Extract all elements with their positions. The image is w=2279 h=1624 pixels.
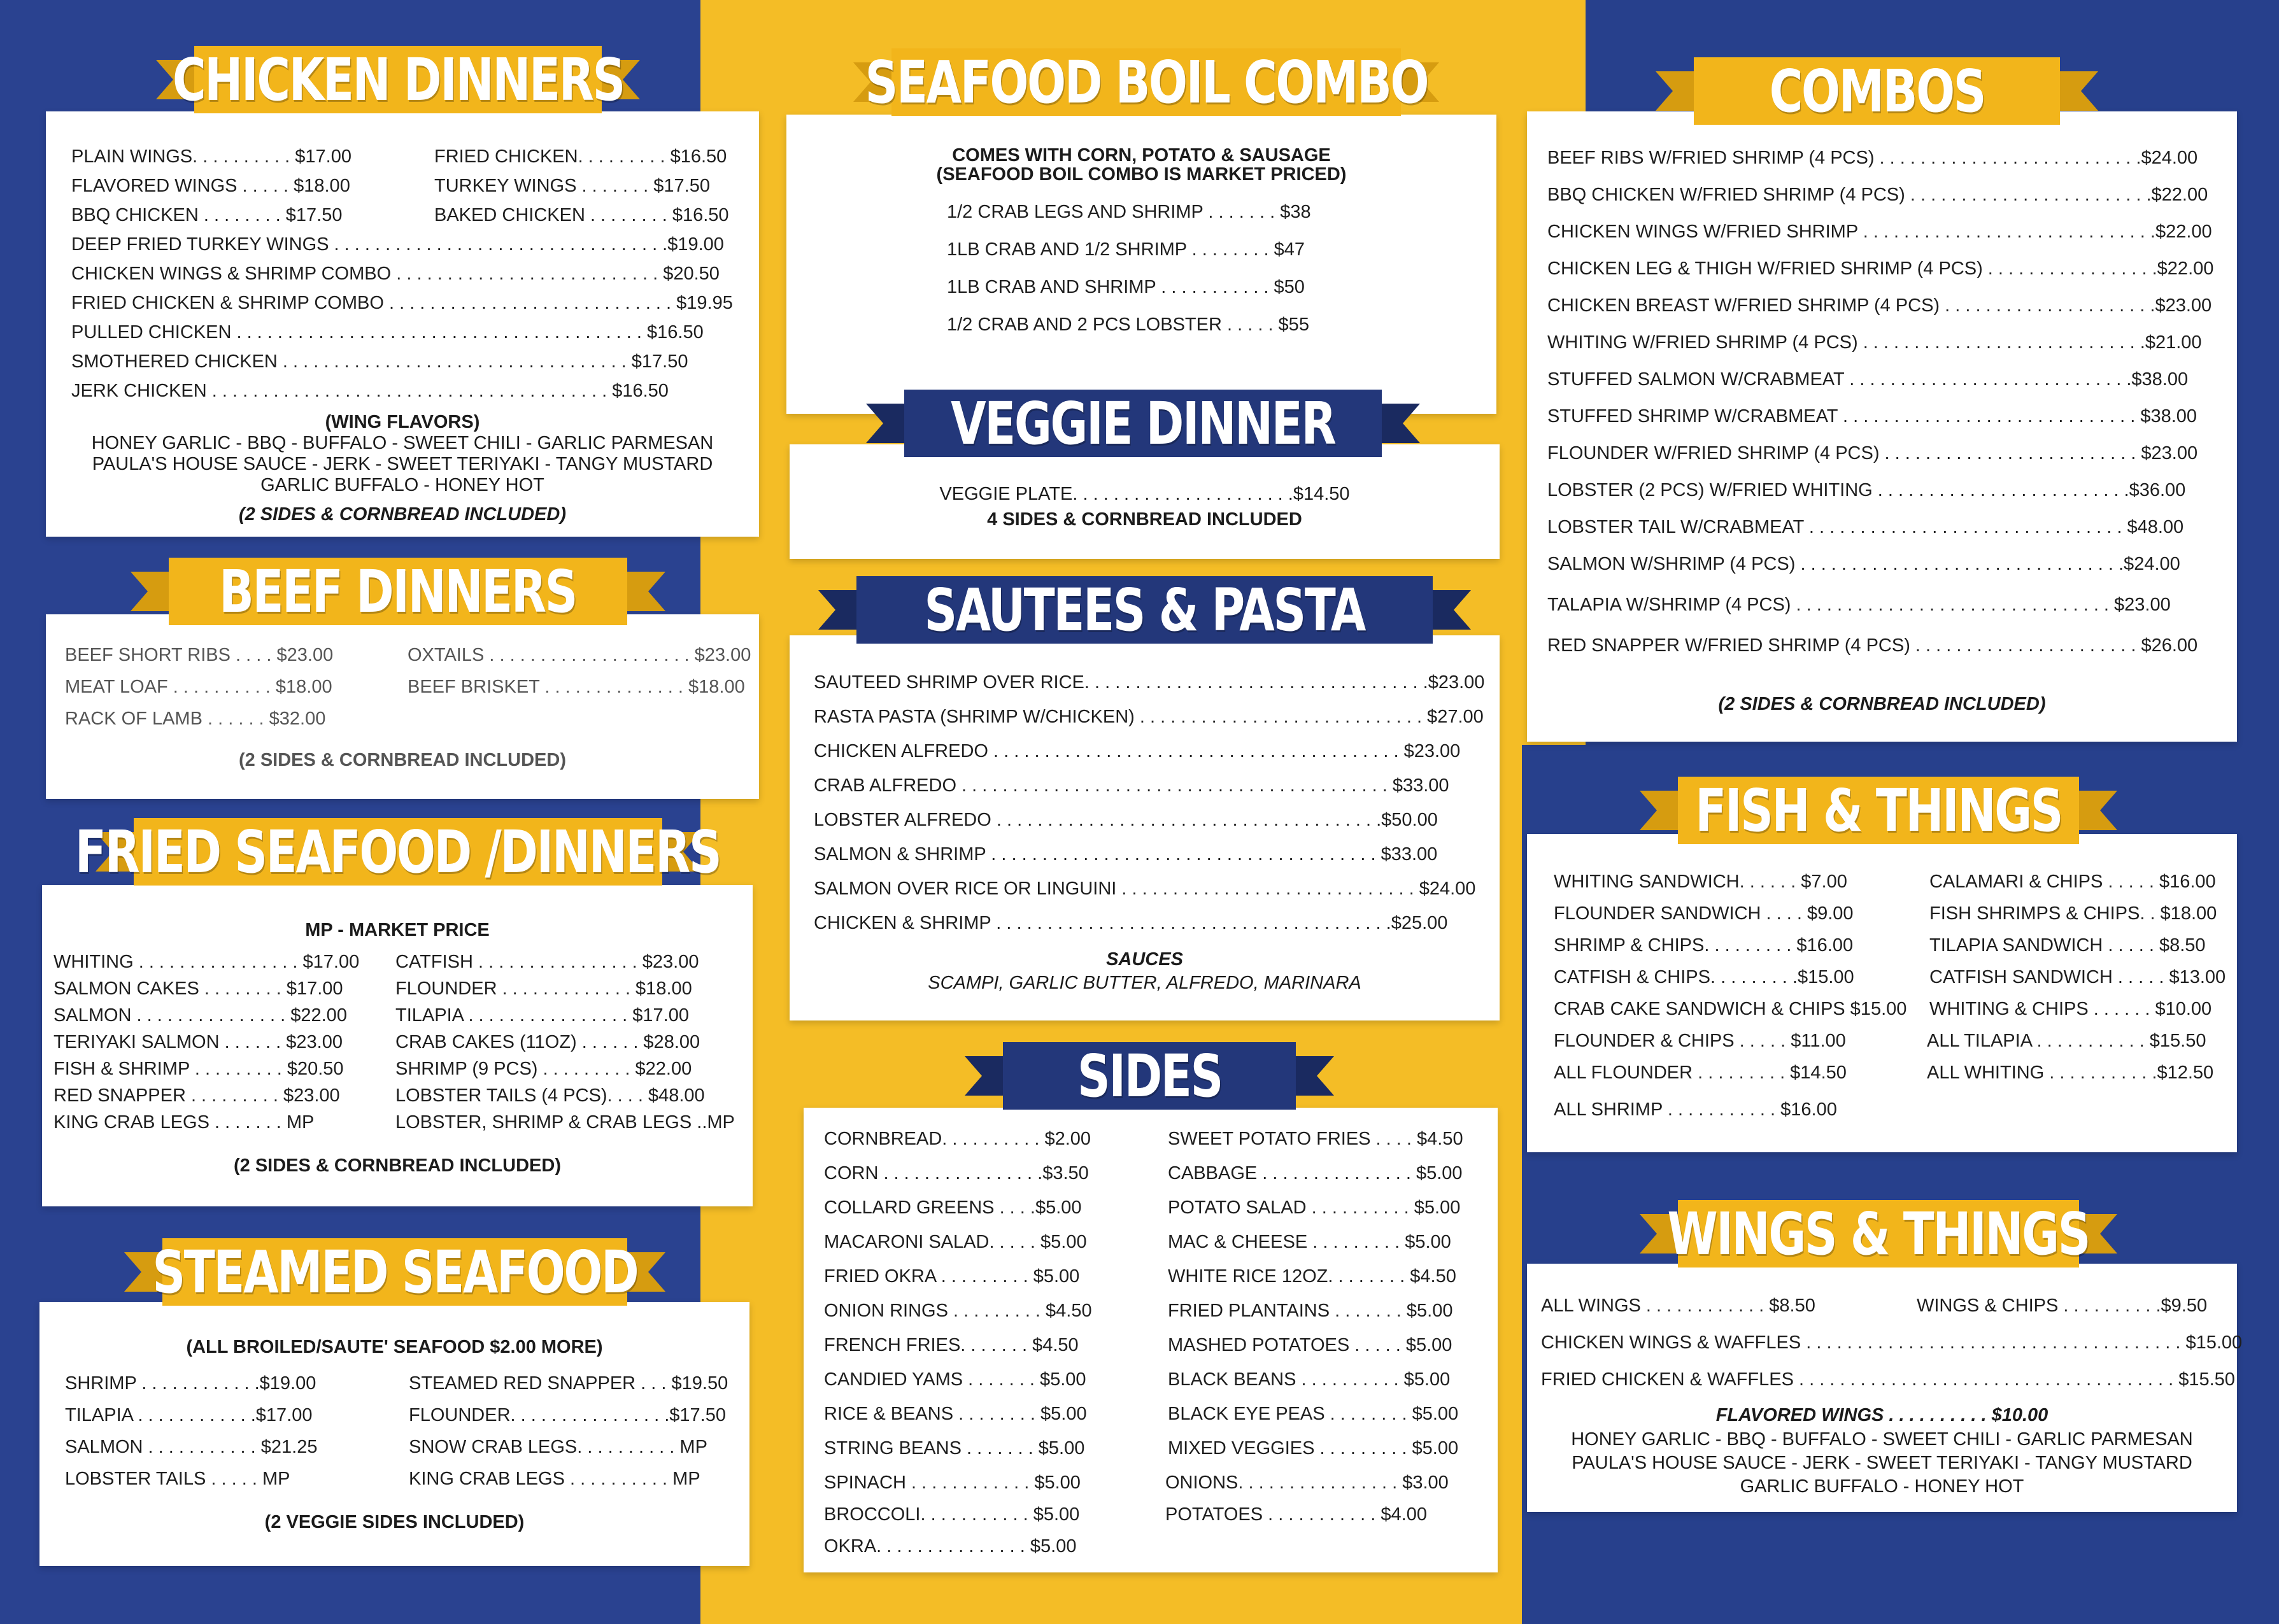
menu-item: BAKED CHICKEN . . . . . . . . $16.50	[434, 205, 729, 225]
menu-item: VEGGIE PLATE. . . . . . . . . . . . . . . . . . . . . .$14.50	[939, 484, 1350, 504]
menu-item: CHICKEN ALFREDO . . . . . . . . . . . . . . . . . . . . . . . . . . . . . . . . . . . . . . . . $23.00	[814, 741, 1461, 761]
menu-item: SALMON W/SHRIMP (4 PCS) . . . . . . . . . . . . . . . . . . . . . . . . . . . . . . . .$24.00	[1547, 554, 2180, 574]
menu-item: BEEF SHORT RIBS . . . . $23.00	[65, 645, 334, 665]
wing-flavors-heading: (WING FLAVORS)	[325, 412, 480, 432]
menu-item: MEAT LOAF . . . . . . . . . . $18.00	[65, 677, 332, 697]
menu-item: 1LB CRAB AND 1/2 SHRIMP . . . . . . . . $47	[947, 239, 1305, 260]
section-title: FRIED SEAFOOD /DINNERS	[75, 817, 721, 886]
wing-flavors-line: HONEY GARLIC - BBQ - BUFFALO - SWEET CHILI - GARLIC PARMESAN	[91, 433, 714, 453]
wings-things-banner	[1640, 1200, 2117, 1267]
menu-item: PLAIN WINGS. . . . . . . . . . $17.00	[71, 146, 351, 167]
menu-item: FLOUNDER W/FRIED SHRIMP (4 PCS) . . . . . . . . . . . . . . . . . . . . . . . . . $23.00	[1547, 443, 2198, 463]
included-note: (2 SIDES & CORNBREAD INCLUDED)	[239, 750, 566, 770]
menu-item: SNOW CRAB LEGS. . . . . . . . . . MP	[409, 1437, 707, 1457]
menu-item: FLOUNDER SANDWICH . . . . $9.00	[1554, 903, 1854, 924]
menu-item: SPINACH . . . . . . . . . . . . $5.00	[824, 1472, 1081, 1493]
menu-item: LOBSTER TAILS . . . . . MP	[65, 1469, 290, 1489]
menu-item: CHICKEN WINGS & WAFFLES . . . . . . . . . . . . . . . . . . . . . . . . . . . . . . . . . . . . . $15.00	[1541, 1332, 2243, 1353]
menu-item: CRAB CAKE SANDWICH & CHIPS $15.00	[1554, 999, 1907, 1019]
menu-item: STRING BEANS . . . . . . . $5.00	[824, 1438, 1085, 1458]
sautees-pasta-banner	[818, 576, 1471, 644]
seafood-boil-card	[786, 115, 1496, 414]
menu-item: RACK OF LAMB . . . . . . $32.00	[65, 709, 326, 729]
menu-item: BLACK EYE PEAS . . . . . . . . $5.00	[1168, 1404, 1459, 1424]
menu-item: CATFISH . . . . . . . . . . . . . . . . $23.00	[395, 952, 699, 972]
menu-item: FRENCH FRIES. . . . . . . $4.50	[824, 1335, 1079, 1355]
menu-item: STUFFED SHRIMP W/CRABMEAT . . . . . . . . . . . . . . . . . . . . . . . . . . . . . $38.00	[1547, 406, 2197, 427]
wing-flavors-line: HONEY GARLIC - BBQ - BUFFALO - SWEET CHILI - GARLIC PARMESAN	[1571, 1429, 2193, 1450]
menu-item: WHITING W/FRIED SHRIMP (4 PCS) . . . . . . . . . . . . . . . . . . . . . . . . . . . .$21.00	[1547, 332, 2202, 353]
menu-item: FLOUNDER . . . . . . . . . . . . . $18.00	[395, 978, 692, 999]
menu-item: 1/2 CRAB LEGS AND SHRIMP . . . . . . . $38	[947, 202, 1311, 222]
section-title: WINGS & THINGS	[1667, 1199, 2090, 1268]
menu-item: FRIED OKRA . . . . . . . . . $5.00	[824, 1266, 1080, 1287]
menu-item: LOBSTER TAIL W/CRABMEAT . . . . . . . . . . . . . . . . . . . . . . . . . . . . . . . $48.00	[1547, 517, 2184, 537]
chicken-dinners-card	[46, 111, 759, 537]
included-note: (2 SIDES & CORNBREAD INCLUDED)	[239, 504, 566, 525]
menu-item: CHICKEN BREAST W/FRIED SHRIMP (4 PCS) . . . . . . . . . . . . . . . . . . . . .$23.00	[1547, 295, 2212, 316]
section-title: VEGGIE DINNER	[951, 389, 1335, 458]
seafood-boil-banner	[853, 48, 1439, 116]
menu-item: SALMON . . . . . . . . . . . $21.25	[65, 1437, 318, 1457]
menu-item: LOBSTER (2 PCS) W/FRIED WHITING . . . . . . . . . . . . . . . . . . . . . . . . .$36.00	[1547, 480, 2186, 500]
menu-item: BEEF RIBS W/FRIED SHRIMP (4 PCS) . . . . . . . . . . . . . . . . . . . . . . . . . .$24.00	[1547, 148, 2198, 168]
included-note: (2 VEGGIE SIDES INCLUDED)	[264, 1512, 525, 1532]
menu-item: FRIED CHICKEN. . . . . . . . . $16.50	[434, 146, 727, 167]
menu-item: TILAPIA SANDWICH . . . . . $8.50	[1929, 935, 2206, 956]
section-title: COMBOS	[1769, 57, 1985, 125]
menu-item: JERK CHICKEN . . . . . . . . . . . . . . . . . . . . . . . . . . . . . . . . . . . . . . . $16.50	[71, 381, 669, 401]
veggie-dinner-card	[790, 444, 1500, 559]
menu-item: ALL FLOUNDER . . . . . . . . . $14.50	[1554, 1063, 1847, 1083]
menu-item: ALL WHITING . . . . . . . . . . .$12.50	[1927, 1063, 2214, 1083]
menu-item: OXTAILS . . . . . . . . . . . . . . . . . . . . $23.00	[408, 645, 751, 665]
menu-item: SWEET POTATO FRIES . . . . $4.50	[1168, 1129, 1463, 1149]
flavored-wings-price: FLAVORED WINGS . . . . . . . . . . $10.00	[1715, 1405, 2048, 1425]
fish-things-card	[1527, 834, 2237, 1152]
menu-item: KING CRAB LEGS . . . . . . . . . . MP	[409, 1469, 700, 1489]
menu-item: CORN . . . . . . . . . . . . . . . .$3.50	[824, 1163, 1089, 1183]
menu-item: SALMON CAKES . . . . . . . . $17.00	[53, 978, 343, 999]
steamed-seafood-banner	[124, 1238, 665, 1306]
menu-item: POTATO SALAD . . . . . . . . . . $5.00	[1168, 1197, 1461, 1218]
menu-item: FLAVORED WINGS . . . . . $18.00	[71, 176, 350, 196]
menu-item: ONIONS. . . . . . . . . . . . . . . . $3.00	[1165, 1472, 1449, 1493]
menu-item: CHICKEN WINGS & SHRIMP COMBO . . . . . . . . . . . . . . . . . . . . . . . . . . $20.50	[71, 264, 720, 284]
menu-item: MIXED VEGGIES . . . . . . . . . $5.00	[1168, 1438, 1459, 1458]
section-title: SIDES	[1077, 1041, 1222, 1110]
sauces-heading: SAUCES	[1106, 949, 1183, 970]
menu-item: FRIED PLANTAINS . . . . . . . $5.00	[1168, 1301, 1453, 1321]
menu-item: KING CRAB LEGS . . . . . . . MP	[53, 1112, 315, 1133]
menu-item: WINGS & CHIPS . . . . . . . . . .$9.50	[1917, 1296, 2208, 1316]
menu-item: CANDIED YAMS . . . . . . . $5.00	[824, 1369, 1086, 1390]
menu-item: TALAPIA W/SHRIMP (4 PCS) . . . . . . . . . . . . . . . . . . . . . . . . . . . . . . . $23.00	[1547, 595, 2171, 615]
veggie-dinner-banner	[866, 390, 1420, 457]
section-title: SEAFOOD BOIL COMBO	[865, 48, 1428, 117]
menu-item: TURKEY WINGS . . . . . . . $17.50	[434, 176, 710, 196]
included-note: (2 SIDES & CORNBREAD INCLUDED)	[234, 1155, 561, 1176]
menu-item: STEAMED RED SNAPPER . . . $19.50	[409, 1373, 728, 1394]
menu-item: BBQ CHICKEN W/FRIED SHRIMP (4 PCS) . . . . . . . . . . . . . . . . . . . . . . . .$22.00	[1547, 185, 2208, 205]
included-note: (2 SIDES & CORNBREAD INCLUDED)	[1718, 694, 2046, 714]
menu-item: ALL SHRIMP . . . . . . . . . . . $16.00	[1554, 1099, 1837, 1120]
menu-item: BLACK BEANS . . . . . . . . . . $5.00	[1168, 1369, 1451, 1390]
menu-item: ALL TILAPIA . . . . . . . . . . . $15.50	[1927, 1031, 2206, 1051]
menu-item: MAC & CHEESE . . . . . . . . . $5.00	[1168, 1232, 1451, 1252]
menu-item: TILAPIA . . . . . . . . . . . . . . . . $17.00	[395, 1005, 689, 1026]
wing-flavors-line: GARLIC BUFFALO - HONEY HOT	[1740, 1476, 2024, 1497]
fried-seafood-banner	[75, 817, 721, 886]
menu-item: RASTA PASTA (SHRIMP W/CHICKEN) . . . . . . . . . . . . . . . . . . . . . . . . . . . . $27.00	[814, 707, 1484, 727]
boil-header: (SEAFOOD BOIL COMBO IS MARKET PRICED)	[936, 164, 1347, 185]
menu-item: CHICKEN & SHRIMP . . . . . . . . . . . . . . . . . . . . . . . . . . . . . . . . . . . . . . .$25.00	[814, 913, 1448, 933]
combos-banner	[1656, 57, 2098, 125]
menu-item: SALMON & SHRIMP . . . . . . . . . . . . . . . . . . . . . . . . . . . . . . . . . . . . . . $33.00	[814, 844, 1438, 865]
beef-dinners-banner	[131, 558, 665, 625]
wing-flavors-line: PAULA'S HOUSE SAUCE - JERK - SWEET TERIYAKI - TANGY MUSTARD	[92, 454, 713, 474]
menu-item: OKRA. . . . . . . . . . . . . . . $5.00	[824, 1536, 1077, 1557]
combos-card	[1527, 111, 2237, 742]
menu-item: FRIED CHICKEN & WAFFLES . . . . . . . . . . . . . . . . . . . . . . . . . . . . . . . . . . . . . $15.50	[1541, 1369, 2235, 1390]
sauces-list: SCAMPI, GARLIC BUTTER, ALFREDO, MARINARA	[928, 973, 1361, 993]
menu-item: RED SNAPPER W/FRIED SHRIMP (4 PCS) . . . . . . . . . . . . . . . . . . . . . . $26.00	[1547, 635, 2198, 656]
menu-item: CATFISH SANDWICH . . . . . $13.00	[1929, 967, 2226, 987]
menu-item: SHRIMP (9 PCS) . . . . . . . . . $22.00	[395, 1059, 692, 1079]
wing-flavors-line: PAULA'S HOUSE SAUCE - JERK - SWEET TERIYAKI - TANGY MUSTARD	[1572, 1453, 2192, 1473]
menu-item: SMOTHERED CHICKEN . . . . . . . . . . . . . . . . . . . . . . . . . . . . . . . . . . $17.50	[71, 351, 688, 372]
menu-item: FLOUNDER. . . . . . . . . . . . . . . .$17.50	[409, 1405, 726, 1425]
menu-item: WHITING & CHIPS . . . . . . $10.00	[1929, 999, 2212, 1019]
menu-item: SALMON . . . . . . . . . . . . . . . $22.00	[53, 1005, 347, 1026]
menu-item: BEEF BRISKET . . . . . . . . . . . . . . $18.00	[408, 677, 745, 697]
menu-item: WHITING . . . . . . . . . . . . . . . . $17.00	[53, 952, 360, 972]
menu-item: TILAPIA . . . . . . . . . . . .$17.00	[65, 1405, 313, 1425]
menu-item: CRAB CAKES (11OZ) . . . . . . $28.00	[395, 1032, 700, 1052]
menu-item: BROCCOLI. . . . . . . . . . . $5.00	[824, 1504, 1080, 1525]
menu-item: DEEP FRIED TURKEY WINGS . . . . . . . . . . . . . . . . . . . . . . . . . . . . . . . . .$19.00	[71, 234, 724, 255]
menu-item: FISH & SHRIMP . . . . . . . . . $20.50	[53, 1059, 344, 1079]
broiled-note: (ALL BROILED/SAUTE' SEAFOOD $2.00 MORE)	[186, 1337, 603, 1357]
menu-item: WHITE RICE 12OZ. . . . . . . . $4.50	[1168, 1266, 1456, 1287]
beef-dinners-card	[46, 614, 759, 799]
menu-item: MASHED POTATOES . . . . . $5.00	[1168, 1335, 1452, 1355]
menu-item: SHRIMP & CHIPS. . . . . . . . . $16.00	[1554, 935, 1854, 956]
menu-item: COLLARD GREENS . . . .$5.00	[824, 1197, 1082, 1218]
fish-things-banner	[1640, 777, 2117, 844]
menu-item: SHRIMP . . . . . . . . . . . .$19.00	[65, 1373, 316, 1394]
chicken-dinners-banner	[156, 46, 640, 113]
section-title: SAUTEES & PASTA	[924, 575, 1365, 644]
section-title: STEAMED SEAFOOD	[152, 1238, 637, 1306]
menu-item: RICE & BEANS . . . . . . . . $5.00	[824, 1404, 1087, 1424]
menu-item: CORNBREAD. . . . . . . . . . $2.00	[824, 1129, 1091, 1149]
market-price-note: MP - MARKET PRICE	[305, 920, 490, 940]
menu-item: SALMON OVER RICE OR LINGUINI . . . . . . . . . . . . . . . . . . . . . . . . . . . . . $24.00	[814, 879, 1476, 899]
menu-item: STUFFED SALMON W/CRABMEAT . . . . . . . . . . . . . . . . . . . . . . . . . . . .$38.00	[1547, 369, 2189, 390]
menu-item: FISH SHRIMPS & CHIPS. . $18.00	[1929, 903, 2217, 924]
menu-item: FLOUNDER & CHIPS . . . . . $11.00	[1554, 1031, 1846, 1051]
menu-item: 1/2 CRAB AND 2 PCS LOBSTER . . . . . $55	[947, 314, 1309, 335]
menu-item: CHICKEN WINGS W/FRIED SHRIMP . . . . . . . . . . . . . . . . . . . . . . . . . . . . .$22.00	[1547, 222, 2212, 242]
included-note: 4 SIDES & CORNBREAD INCLUDED	[987, 509, 1302, 530]
menu-item: FRIED CHICKEN & SHRIMP COMBO . . . . . . . . . . . . . . . . . . . . . . . . . . . . $19.95	[71, 293, 733, 313]
menu-item: CABBAGE . . . . . . . . . . . . . . . $5.00	[1168, 1163, 1463, 1183]
menu-item: ALL WINGS . . . . . . . . . . . . $8.50	[1541, 1296, 1815, 1316]
menu-item: POTATOES . . . . . . . . . . . $4.00	[1165, 1504, 1427, 1525]
menu-item: ONION RINGS . . . . . . . . . $4.50	[824, 1301, 1092, 1321]
menu-item: CATFISH & CHIPS. . . . . . . . .$15.00	[1554, 967, 1854, 987]
menu-item: BBQ CHICKEN . . . . . . . . $17.50	[71, 205, 343, 225]
section-title: FISH & THINGS	[1695, 776, 2062, 845]
menu-item: SAUTEED SHRIMP OVER RICE. . . . . . . . . . . . . . . . . . . . . . . . . . . . . . . . . .$23.00	[814, 672, 1485, 693]
boil-header: COMES WITH CORN, POTATO & SAUSAGE	[952, 145, 1331, 166]
section-title: CHICKEN DINNERS	[172, 45, 624, 114]
menu-item: MACARONI SALAD. . . . . $5.00	[824, 1232, 1087, 1252]
steamed-seafood-card	[39, 1302, 749, 1566]
menu-item: CALAMARI & CHIPS . . . . . $16.00	[1929, 872, 2216, 892]
sides-banner	[965, 1042, 1334, 1110]
section-title: BEEF DINNERS	[219, 557, 577, 626]
sautees-pasta-card	[790, 635, 1500, 1020]
menu-item: RED SNAPPER . . . . . . . . . $23.00	[53, 1085, 340, 1106]
menu-item: 1LB CRAB AND SHRIMP . . . . . . . . . . . $50	[947, 277, 1305, 297]
sides-card	[804, 1108, 1498, 1572]
menu-item: LOBSTER TAILS (4 PCS). . . . $48.00	[395, 1085, 705, 1106]
wings-things-card	[1527, 1264, 2243, 1512]
menu-item: CHICKEN LEG & THIGH W/FRIED SHRIMP (4 PCS) . . . . . . . . . . . . . . . . .$22.00	[1547, 258, 2214, 279]
menu-item: LOBSTER ALFREDO . . . . . . . . . . . . . . . . . . . . . . . . . . . . . . . . . . . . . .$50.00	[814, 810, 1438, 830]
menu-item: WHITING SANDWICH. . . . . . $7.00	[1554, 872, 1847, 892]
menu-item: LOBSTER, SHRIMP & CRAB LEGS ..MP	[395, 1112, 735, 1133]
menu-item: PULLED CHICKEN . . . . . . . . . . . . . . . . . . . . . . . . . . . . . . . . . . . . . . . . $16.50	[71, 322, 704, 342]
menu-item: CRAB ALFREDO . . . . . . . . . . . . . . . . . . . . . . . . . . . . . . . . . . . . . . . . . . $33.00	[814, 775, 1449, 796]
menu-item: TERIYAKI SALMON . . . . . . $23.00	[53, 1032, 343, 1052]
wing-flavors-line: GARLIC BUFFALO - HONEY HOT	[260, 475, 544, 495]
fried-seafood-card	[42, 885, 753, 1206]
